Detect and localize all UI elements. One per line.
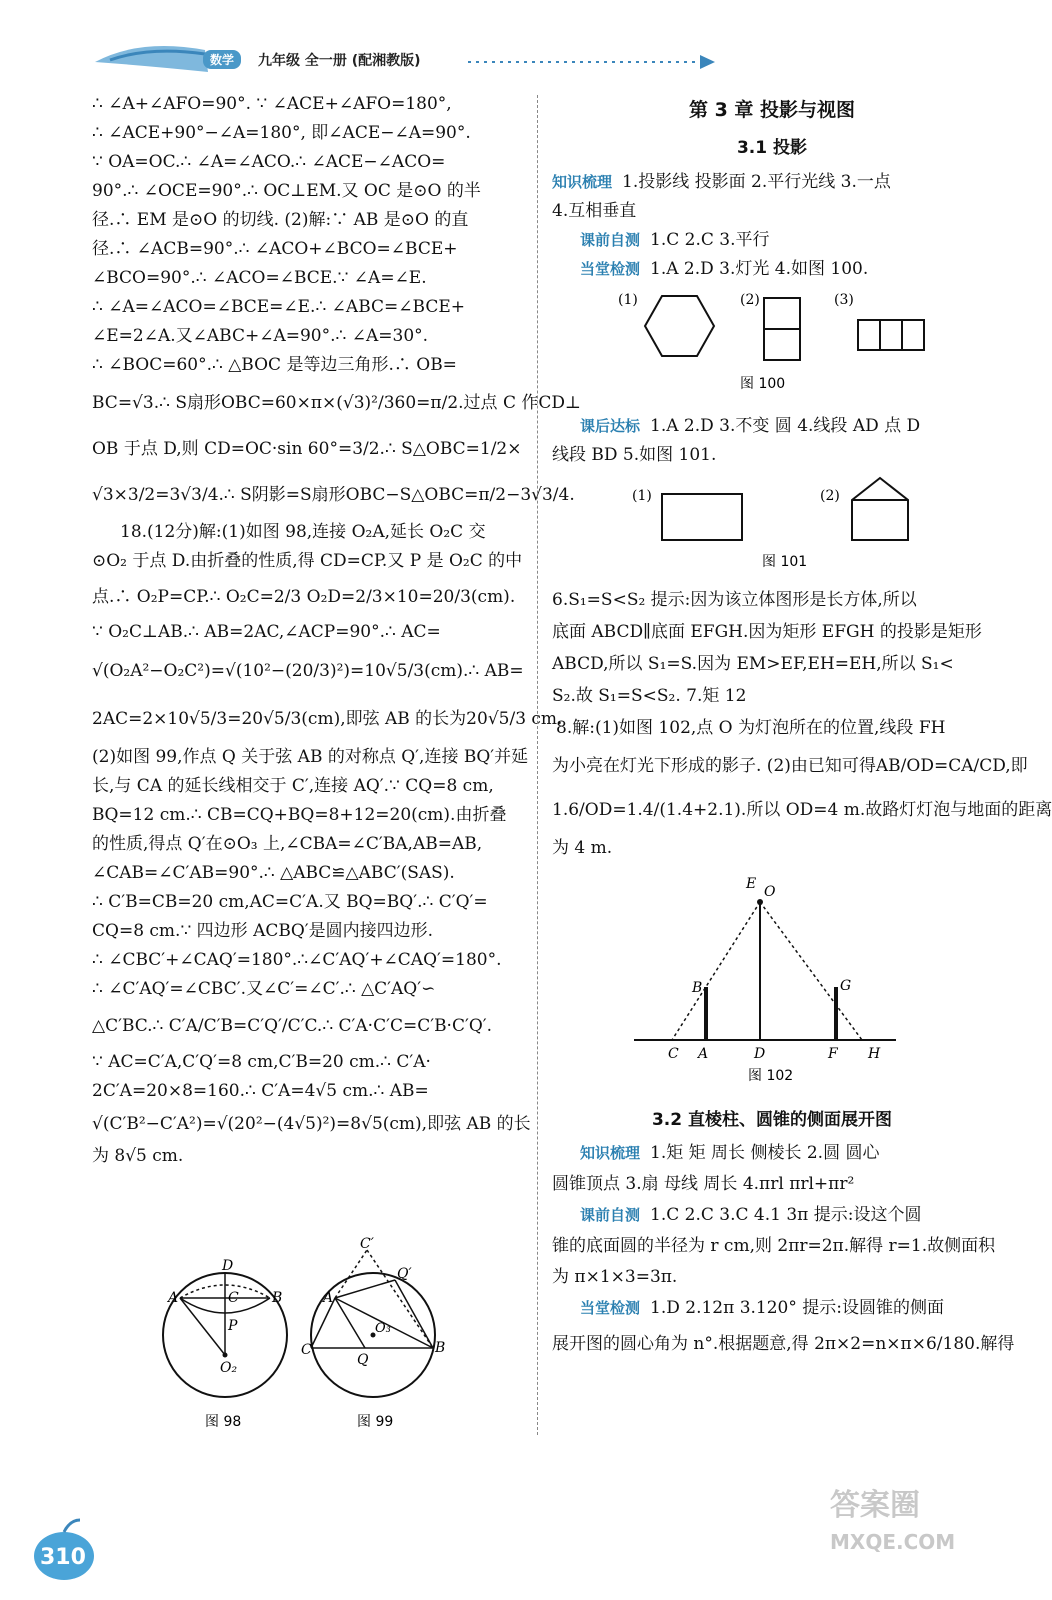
label-O3: O₃ — [375, 1321, 391, 1336]
text-line: 线段 BD 5.如图 101. — [552, 445, 717, 465]
svg-text:(1): (1) — [618, 292, 638, 308]
header-title: 九年级 全一册 (配湘教版) — [258, 53, 421, 69]
text-line: ∠BCO=90°.∴ ∠ACO=∠BCE.∵ ∠A=∠E. — [92, 268, 427, 288]
text-line: 1.矩 矩 周长 侧棱长 2.圆 圆心 — [650, 1143, 880, 1163]
section-heading-3-1: 3.1 投影 — [736, 138, 808, 158]
text-line: √(O₂A²−O₂C²)=√(10²−(20/3)²)=10√5/3(cm).∴ AB= — [92, 661, 524, 681]
text-line: 的性质,得点 Q′在⊙O₃ 上,∠CBA=∠C′BA,AB=AB, — [92, 834, 483, 854]
label-A: A — [168, 1290, 179, 1306]
label-C-prime: C′ — [360, 1236, 374, 1252]
svg-text:(2): (2) — [820, 488, 840, 504]
text-line: √(C′B²−C′A²)=√(20²−(4√5)²)=8√5(cm),即弦 AB 的长 — [92, 1114, 531, 1134]
svg-text:D: D — [754, 1046, 766, 1062]
rect-view-3 — [858, 320, 924, 350]
text-line: 为 8√5 cm. — [92, 1146, 184, 1166]
text-line: △C′BC.∴ C′A/C′B=C′Q′/C′C.∴ C′A·C′C=C′B·C′Q′. — [92, 1016, 493, 1036]
text-line: ∵ O₂C⊥AB.∴ AB=2AC,∠ACP=90°.∴ AC= — [92, 622, 441, 642]
text-line: ∵ OA=OC.∴ ∠A=∠ACO.∴ ∠ACE−∠ACO= — [92, 152, 446, 172]
rect-view — [662, 494, 742, 540]
label-B: B — [272, 1290, 283, 1306]
text-line: 1.6/OD=1.4/(1.4+2.1).所以 OD=4 m.故路灯灯泡与地面的距离 — [552, 800, 1052, 820]
svg-text:B: B — [692, 980, 703, 996]
text-line: ∴ ∠ACE+90°−∠A=180°, 即∠ACE−∠A=90°. — [92, 123, 471, 143]
section-heading-3-2: 3.2 直棱柱、圆锥的侧面展开图 — [651, 1110, 893, 1130]
label-A: A — [323, 1290, 334, 1306]
header-subject-badge: 数学 — [203, 50, 241, 69]
text-line: 2AC=2×10√5/3=20√5/3(cm),即弦 AB 的长为20√5/3 cm. — [92, 709, 563, 729]
figure-101-caption: 图 101 — [762, 554, 808, 570]
text-line: ∠CAB=∠C′AB=90°.∴ △ABC≌△ABC′(SAS). — [92, 863, 455, 883]
svg-text:(2): (2) — [740, 292, 760, 308]
label-C: C — [301, 1342, 312, 1358]
svg-text:(3): (3) — [834, 292, 854, 308]
svg-text:E: E — [746, 876, 757, 892]
label-P: P — [228, 1318, 238, 1334]
text-line: 径.∴ EM 是⊙O 的切线. (2)解:∵ AB 是⊙O 的直 — [92, 210, 469, 230]
text-line: OB 于点 D,则 CD=OC·sin 60°=3/2.∴ S△OBC=1/2× — [92, 439, 522, 459]
text-line: 为 π×1×3=3π. — [552, 1267, 678, 1287]
figure-101 — [552, 470, 992, 574]
text-line: 1.C 2.C 3.平行 — [650, 230, 770, 250]
figure-102-caption: 图 102 — [748, 1068, 794, 1084]
text-line: 圆锥顶点 3.扇 母线 周长 4.πrl πrl+πr² — [552, 1174, 855, 1194]
text-line: BQ=12 cm.∴ CB=CQ+BQ=8+12=20(cm).由折叠 — [92, 805, 507, 825]
text-line: ∠E=2∠A.又∠ABC+∠A=90°.∴ ∠A=30°. — [92, 326, 429, 346]
text-line: ∴ ∠C′AQ′=∠CBC′.又∠C′=∠C′.∴ △C′AQ′∽ — [92, 979, 436, 999]
text-line: ⊙O₂ 于点 D.由折叠的性质,得 CD=CP.又 P 是 O₂C 的中 — [92, 551, 523, 571]
text-line: 锥的底面圆的半径为 r cm,则 2πr=2π.解得 r=1.故侧面积 — [552, 1236, 996, 1256]
text-line: 1.A 2.D 3.灯光 4.如图 100. — [650, 259, 869, 279]
label-D: D — [222, 1258, 234, 1274]
text-line: 展开图的圆心角为 n°.根据题意,得 2π×2=n×π×6/180.解得 — [552, 1334, 1015, 1354]
svg-text:A: A — [698, 1046, 709, 1062]
tag-pre-test: 课前自测 — [580, 1206, 641, 1224]
svg-text:(1): (1) — [632, 488, 652, 504]
text-line: 2C′A=20×8=160.∴ C′A=4√5 cm.∴ AB= — [92, 1081, 429, 1101]
text-line: ABCD,所以 S₁=S.因为 EM>EF,EH=EH,所以 S₁< — [552, 654, 954, 674]
text-line: ∴ ∠A+∠AFO=90°. ∵ ∠ACE+∠AFO=180°, — [92, 94, 452, 114]
header-banner — [0, 0, 1020, 92]
hexagon — [645, 296, 714, 356]
figure-100 — [552, 284, 992, 402]
watermark-url: MXQE.COM — [830, 1530, 956, 1554]
text-line: 1.D 2.12π 3.120° 提示:设圆锥的侧面 — [650, 1298, 944, 1318]
figure-99-caption: 图 99 — [357, 1414, 394, 1430]
tag-knowledge: 知识梳理 — [580, 1144, 641, 1162]
left-column — [92, 90, 581, 1171]
tag-knowledge: 知识梳理 — [552, 173, 613, 191]
watermark-logo: 答案圈 — [830, 1488, 920, 1523]
text-line: BC=√3.∴ S扇形OBC=60×π×(√3)²/360=π/2.过点 C 作CD⊥ — [92, 393, 581, 413]
text-line: ∴ C′B=CB=20 cm,AC=C′A.又 BQ=BQ′.∴ C′Q′= — [92, 892, 488, 912]
right-column — [552, 90, 1052, 1364]
svg-text:O: O — [764, 884, 776, 900]
text-line: 1.A 2.D 3.不变 圆 4.线段 AD 点 D — [650, 416, 921, 436]
label-Q-prime: Q′ — [397, 1266, 412, 1282]
text-line: 18.(12分)解:(1)如图 98,连接 O₂A,延长 O₂C 交 — [120, 522, 486, 542]
text-line: ∴ ∠A=∠ACO=∠BCE=∠E.∴ ∠ABC=∠BCE+ — [92, 297, 465, 317]
text-line: 为 4 m. — [552, 838, 613, 858]
page-number-badge — [0, 1508, 130, 1588]
tag-class-check: 当堂检测 — [580, 1299, 641, 1317]
svg-text:C: C — [668, 1046, 679, 1062]
text-line: CQ=8 cm.∵ 四边形 ACBQ′是圆内接四边形. — [92, 921, 434, 941]
text-line: 点.∴ O₂P=CP.∴ O₂C=2/3 O₂D=2/3×10=20/3(cm). — [92, 587, 516, 607]
text-line: 径.∴ ∠ACB=90°.∴ ∠ACO+∠BCO=∠BCE+ — [92, 239, 458, 259]
text-line: 6.S₁=S<S₂ 提示:因为该立体图形是长方体,所以 — [552, 590, 917, 610]
figure-98-caption: 图 98 — [205, 1414, 242, 1430]
label-O2: O₂ — [220, 1360, 238, 1376]
figure-99 — [301, 1236, 455, 1440]
label-C: C — [228, 1290, 239, 1306]
text-line: 8.解:(1)如图 102,点 O 为灯泡所在的位置,线段 FH — [556, 718, 946, 738]
figure-100-caption: 图 100 — [740, 376, 786, 392]
text-line: 1.投影线 投影面 2.平行光线 3.一点 — [622, 172, 891, 192]
text-line: 90°.∴ ∠OCE=90°.∴ OC⊥EM.又 OC 是⊙O 的半 — [92, 181, 481, 201]
text-line: (2)如图 99,作点 Q 关于弦 AB 的对称点 Q′,连接 BQ′并延 — [92, 747, 529, 767]
page-number: 310 — [40, 1545, 86, 1570]
text-line: 为小亮在灯光下形成的影子. (2)由已知可得AB/OD=CA/CD,即 — [552, 756, 1028, 776]
text-line: ∴ ∠CBC′+∠CAQ′=180°.∴∠C′AQ′+∠CAQ′=180°. — [92, 950, 502, 970]
svg-text:H: H — [868, 1046, 881, 1062]
tag-class-check: 当堂检测 — [580, 260, 641, 278]
svg-text:F: F — [828, 1046, 838, 1062]
figure-102 — [552, 872, 992, 1092]
tag-pre-test: 课前自测 — [580, 231, 641, 249]
text-line: 长,与 CA 的延长线相交于 C′,连接 AQ′.∵ CQ=8 cm, — [92, 776, 494, 796]
label-Q: Q — [357, 1352, 369, 1368]
text-line: 底面 ABCD∥底面 EFGH.因为矩形 EFGH 的投影是矩形 — [552, 622, 982, 642]
label-B: B — [435, 1340, 446, 1356]
text-line: S₂.故 S₁=S<S₂. 7.矩 12 — [552, 686, 747, 706]
text-line: √3×3/2=3√3/4.∴ S阴影=S扇形OBC−S△OBC=π/2−3√3/4. — [92, 485, 575, 505]
tag-after-class: 课后达标 — [580, 417, 641, 435]
column-divider — [537, 95, 538, 1435]
text-line: 1.C 2.C 3.C 4.1 3π 提示:设这个圆 — [650, 1205, 922, 1225]
text-line: ∴ ∠BOC=60°.∴ △BOC 是等边三角形.∴ OB= — [92, 355, 457, 375]
text-line: 4.互相垂直 — [552, 201, 637, 221]
svg-text:G: G — [840, 978, 852, 994]
text-line: ∵ AC=C′A,C′Q′=8 cm,C′B=20 cm.∴ C′A· — [92, 1052, 431, 1072]
figure-98 — [160, 1240, 300, 1440]
house-view — [852, 478, 908, 540]
chapter-heading: 第 3 章 投影与视图 — [688, 99, 856, 121]
